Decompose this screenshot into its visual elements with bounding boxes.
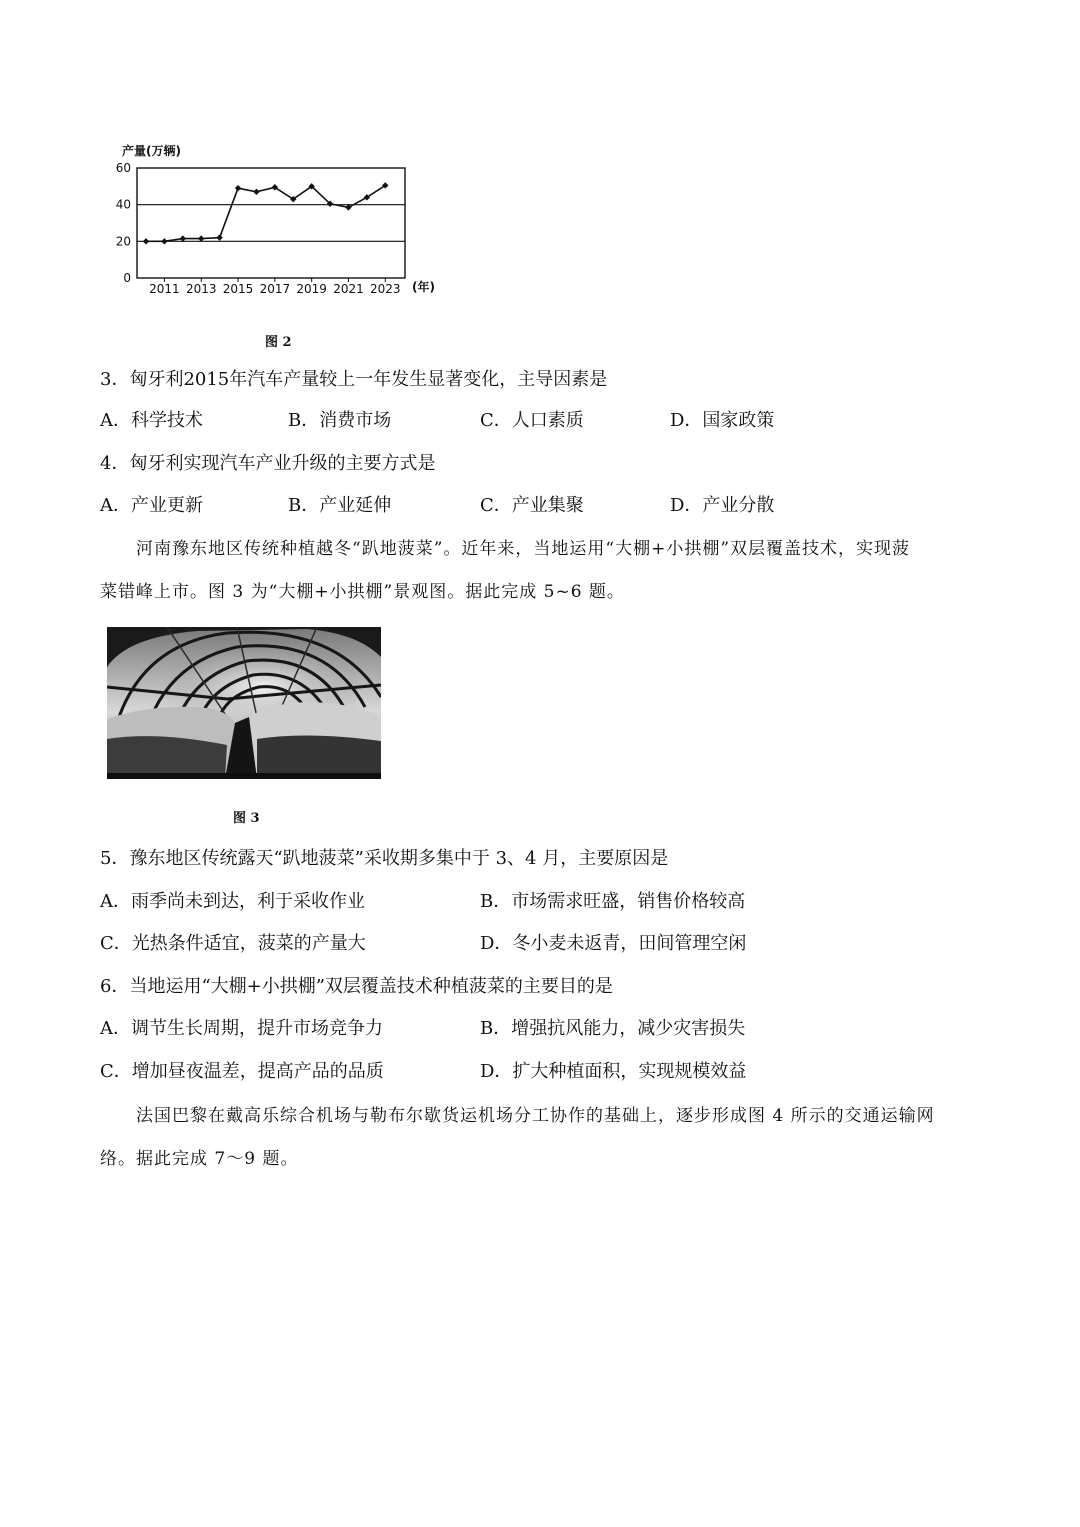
question-3-option-b: B．消费市场 <box>288 410 392 431</box>
chart-plot-frame <box>137 168 405 278</box>
chart-x-tick-label: 2017 <box>259 282 291 296</box>
chart-data-point <box>143 238 149 244</box>
chart-data-point <box>253 189 259 195</box>
question-5-option-b: B．市场需求旺盛，销售价格较高 <box>480 891 746 912</box>
figure-3-greenhouse-photo <box>107 627 381 779</box>
chart-x-tick-label: 2011 <box>149 282 180 296</box>
question-3-stem: 3．匈牙利2015年汽车产量较上一年发生显著变化，主导因素是 <box>100 369 608 390</box>
question-6-option-a: A．调节生长周期，提升市场竞争力 <box>100 1018 383 1039</box>
passage-2-line-2: 络。据此完成 7～9 题。 <box>100 1149 299 1169</box>
question-4-stem: 4．匈牙利实现汽车产业升级的主要方式是 <box>100 453 436 474</box>
chart-x-tick-label: 2015 <box>222 282 254 296</box>
chart-x-tick-label: 2021 <box>333 282 364 296</box>
question-5-option-c: C．光热条件适宜，菠菜的产量大 <box>100 933 366 954</box>
figure-2-chart <box>110 140 450 300</box>
chart-y-tick-label: 20 <box>115 234 131 249</box>
figure-2-caption: 图 2 <box>265 335 292 350</box>
question-4-option-c: C．产业集聚 <box>480 495 584 516</box>
chart-series-line <box>146 185 385 241</box>
chart-data-point <box>161 238 167 244</box>
figure-3-caption: 图 3 <box>233 811 260 826</box>
question-6-option-b: B．增强抗风能力，减少灾害损失 <box>480 1018 746 1039</box>
question-3-option-c: C．人口素质 <box>480 410 584 431</box>
question-3-option-a: A．科学技术 <box>100 410 203 431</box>
chart-y-tick-label: 60 <box>115 161 131 175</box>
question-4-option-a: A．产业更新 <box>100 495 203 516</box>
chart-x-tick-label: 2023 <box>370 282 401 296</box>
passage-2-line-1: 法国巴黎在戴高乐综合机场与勒布尔歇货运机场分工协作的基础上，逐步形成图 4 所示的交通运输网 <box>136 1106 935 1126</box>
chart-data-point <box>216 234 222 240</box>
chart-x-tick-label: 2013 <box>185 282 217 296</box>
chart-y-tick-label: 0 <box>123 271 131 285</box>
question-4-option-b: B．产业延伸 <box>288 495 392 516</box>
question-5-option-a: A．雨季尚未到达，利于采收作业 <box>100 891 365 912</box>
passage-1-line-2: 菜错峰上市。图 3 为“大棚+小拱棚”景观图。据此完成 5~6 题。 <box>100 582 625 602</box>
chart-x-tick-label: 2019 <box>296 282 327 296</box>
question-4-option-d: D．产业分散 <box>670 495 775 516</box>
question-3-option-d: D．国家政策 <box>670 410 775 431</box>
question-5-option-d: D．冬小麦未返青，田间管理空闲 <box>480 933 747 954</box>
chart-y-tick-label: 40 <box>115 197 131 212</box>
question-6-option-d: D．扩大种植面积，实现规模效益 <box>480 1061 747 1082</box>
passage-1-line-1: 河南豫东地区传统种植越冬“趴地菠菜”。近年来，当地运用“大棚+小拱棚”双层覆盖技术，实现菠 <box>136 539 911 559</box>
question-6-option-c: C．增加昼夜温差，提高产品的品质 <box>100 1061 384 1082</box>
chart-data-point <box>235 185 241 191</box>
chart-y-axis-label: 产量(万辆) <box>122 144 181 158</box>
question-5-stem: 5．豫东地区传统露天“趴地菠菜”采收期多集中于 3、4 月，主要原因是 <box>100 848 669 869</box>
question-6-stem: 6．当地运用“大棚+小拱棚”双层覆盖技术种植菠菜的主要目的是 <box>100 976 613 997</box>
chart-x-unit-label: (年) <box>412 280 435 294</box>
